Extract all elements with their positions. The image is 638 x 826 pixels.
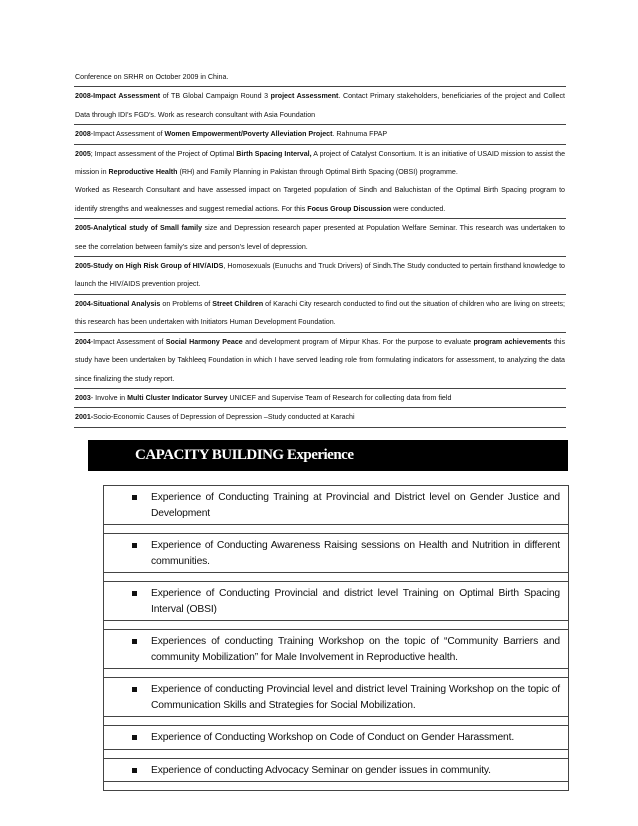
bold-text: Reproductive Health bbox=[108, 168, 178, 177]
capacity-building-heading-bar bbox=[88, 440, 568, 471]
row-text: on Problems of bbox=[160, 299, 213, 308]
table-row bbox=[74, 333, 566, 389]
list-item-text: Experience of conducting Provincial level and district level Training Workshop on the topic of Communication Skills and Strategies for Social Mobilization. bbox=[151, 684, 560, 711]
square-bullet-icon bbox=[132, 687, 137, 692]
table-row bbox=[74, 389, 566, 408]
row-text: and development program of Mirpur Khas. For the purpose to evaluate bbox=[242, 337, 474, 346]
table-spacer-row bbox=[104, 750, 568, 759]
row-text: ; Impact assessment of the Project of Optimal bbox=[90, 149, 237, 158]
bold-text: 2005-Study on High Risk Group of HIV/AIDS bbox=[75, 262, 224, 271]
bold-text: 2005-Analytical study of Small family bbox=[75, 224, 203, 233]
row-text: - Involve in bbox=[90, 393, 128, 402]
list-item bbox=[104, 759, 568, 783]
list-item-text: Experience of conducting Advocacy Seminar on gender issues in community. bbox=[151, 764, 491, 776]
row-text: (RH) and Family Planning in Pakistan through Optimal Birth Spacing (OBSI) programme. bbox=[177, 168, 458, 177]
table-row bbox=[74, 219, 566, 257]
bold-text: 2003 bbox=[75, 393, 91, 402]
list-item bbox=[104, 582, 568, 621]
table-spacer-row bbox=[104, 669, 568, 678]
list-item-text: Experiences of conducting Training Workshop on the topic of “Community Barriers and community Mobilization” for Male Involvement in Reproductive health. bbox=[151, 636, 560, 663]
bold-text: Multi Cluster Indicator Survey bbox=[127, 393, 228, 402]
square-bullet-icon bbox=[132, 735, 137, 740]
bold-text: project Assessment bbox=[270, 92, 339, 101]
table-row bbox=[74, 87, 566, 125]
bold-text: 2004 bbox=[75, 337, 91, 346]
row-text: UNICEF and Supervise Team of Research for collecting data from field bbox=[227, 393, 452, 402]
bold-text: 2005 bbox=[75, 149, 91, 158]
table-row bbox=[74, 145, 566, 220]
list-item bbox=[104, 726, 568, 750]
row-text: size and Depression research paper presented at Population Welfare Seminar. This research was undertaken to see the correlation between family’s size and person’s level of depression. bbox=[75, 224, 565, 251]
table-spacer-row bbox=[104, 525, 568, 534]
row-text: Worked as Research Consultant and have assessed impact on Targeted population of Sindh and Baluchistan of the Optimal Birth Spacing program to identify strengths and weaknesses and suggest remedial actions. For this bbox=[75, 186, 565, 213]
row-text: of TB Global Campaign Round 3 bbox=[160, 92, 271, 101]
row-text: were conducted. bbox=[391, 204, 446, 213]
bold-text: program achievements bbox=[473, 337, 552, 346]
bold-text: Street Children bbox=[212, 299, 264, 308]
bold-text: Social Harmony Peace bbox=[165, 337, 243, 346]
row-text: , Homosexuals (Eunuchs and Truck Drivers) of Sindh.The Study conducted to pertain firsthand knowledge to launch the HIV/AIDS prevention project. bbox=[75, 262, 565, 289]
table-row bbox=[74, 125, 566, 144]
square-bullet-icon bbox=[132, 495, 137, 500]
row-text: Socio-Economic Causes of Depression of Depression –Study conducted at Karachi bbox=[93, 413, 355, 422]
research-experience-table bbox=[74, 68, 566, 428]
list-item bbox=[104, 534, 568, 573]
list-item bbox=[104, 630, 568, 669]
row-text: . Contact Primary stakeholders, beneficiaries of the project and Collect Data through IDI’s FGD’s. Work as research consultant with Asia Foundation bbox=[75, 92, 566, 119]
table-row bbox=[74, 295, 566, 333]
square-bullet-icon bbox=[132, 543, 137, 548]
table-spacer-row bbox=[104, 717, 568, 726]
bold-text: 2008-Impact Assessment bbox=[75, 92, 161, 101]
row-text: this study have been undertaken by Takhleeq Foundation in which I have served leading role from formulating indicators for assessment, to analyzing the data since finalizing the study report. bbox=[75, 337, 566, 383]
list-item-text: Experience of Conducting Training at Provincial and District level on Gender Justice and Development bbox=[151, 492, 560, 519]
list-item-text: Experience of Conducting Workshop on Code of Conduct on Gender Harassment. bbox=[151, 732, 515, 743]
table-spacer-row bbox=[104, 782, 568, 791]
bold-text: 2008 bbox=[75, 130, 91, 139]
square-bullet-icon bbox=[132, 768, 137, 773]
table-row bbox=[74, 257, 566, 295]
list-item-text: Experience of Conducting Awareness Raising sessions on Health and Nutrition in different communities. bbox=[151, 540, 560, 567]
row-text: of Karachi City research conducted to find out the situation of children who are living on streets; this research has been undertaken with Initiators Human Development Foundation. bbox=[75, 299, 565, 327]
table-row bbox=[74, 408, 566, 427]
row-text: -Impact Assessment of bbox=[90, 337, 166, 346]
capacity-building-table bbox=[103, 485, 569, 791]
square-bullet-icon bbox=[132, 591, 137, 596]
bold-text: Birth Spacing Interval, bbox=[236, 149, 312, 158]
bold-text: 2004-Situational Analysis bbox=[75, 299, 161, 308]
row-text: -Impact Assessment of bbox=[90, 130, 165, 139]
list-item bbox=[104, 678, 568, 717]
capacity-building-heading: CAPACITY BUILDING Experience bbox=[135, 447, 354, 463]
list-item bbox=[104, 486, 568, 525]
row-text: Conference on SRHR on October 2009 in China. bbox=[75, 73, 229, 81]
bold-text: 2001- bbox=[75, 413, 94, 422]
table-row bbox=[74, 68, 566, 87]
list-item-text: Experience of Conducting Provincial and district level Training on Optimal Birth Spacing Interval (OBSI) bbox=[151, 588, 560, 615]
table-spacer-row bbox=[104, 621, 568, 630]
bold-text: Women Empowerment/Poverty Alleviation Project bbox=[164, 130, 333, 139]
row-text: . Rahnuma FPAP bbox=[332, 130, 388, 139]
row-text: A project of Catalyst Consortium. It is an initiative of USAID mission to assist the mission in bbox=[75, 149, 566, 177]
square-bullet-icon bbox=[132, 639, 137, 644]
table-spacer-row bbox=[104, 573, 568, 582]
bold-text: Focus Group Discussion bbox=[307, 204, 392, 213]
